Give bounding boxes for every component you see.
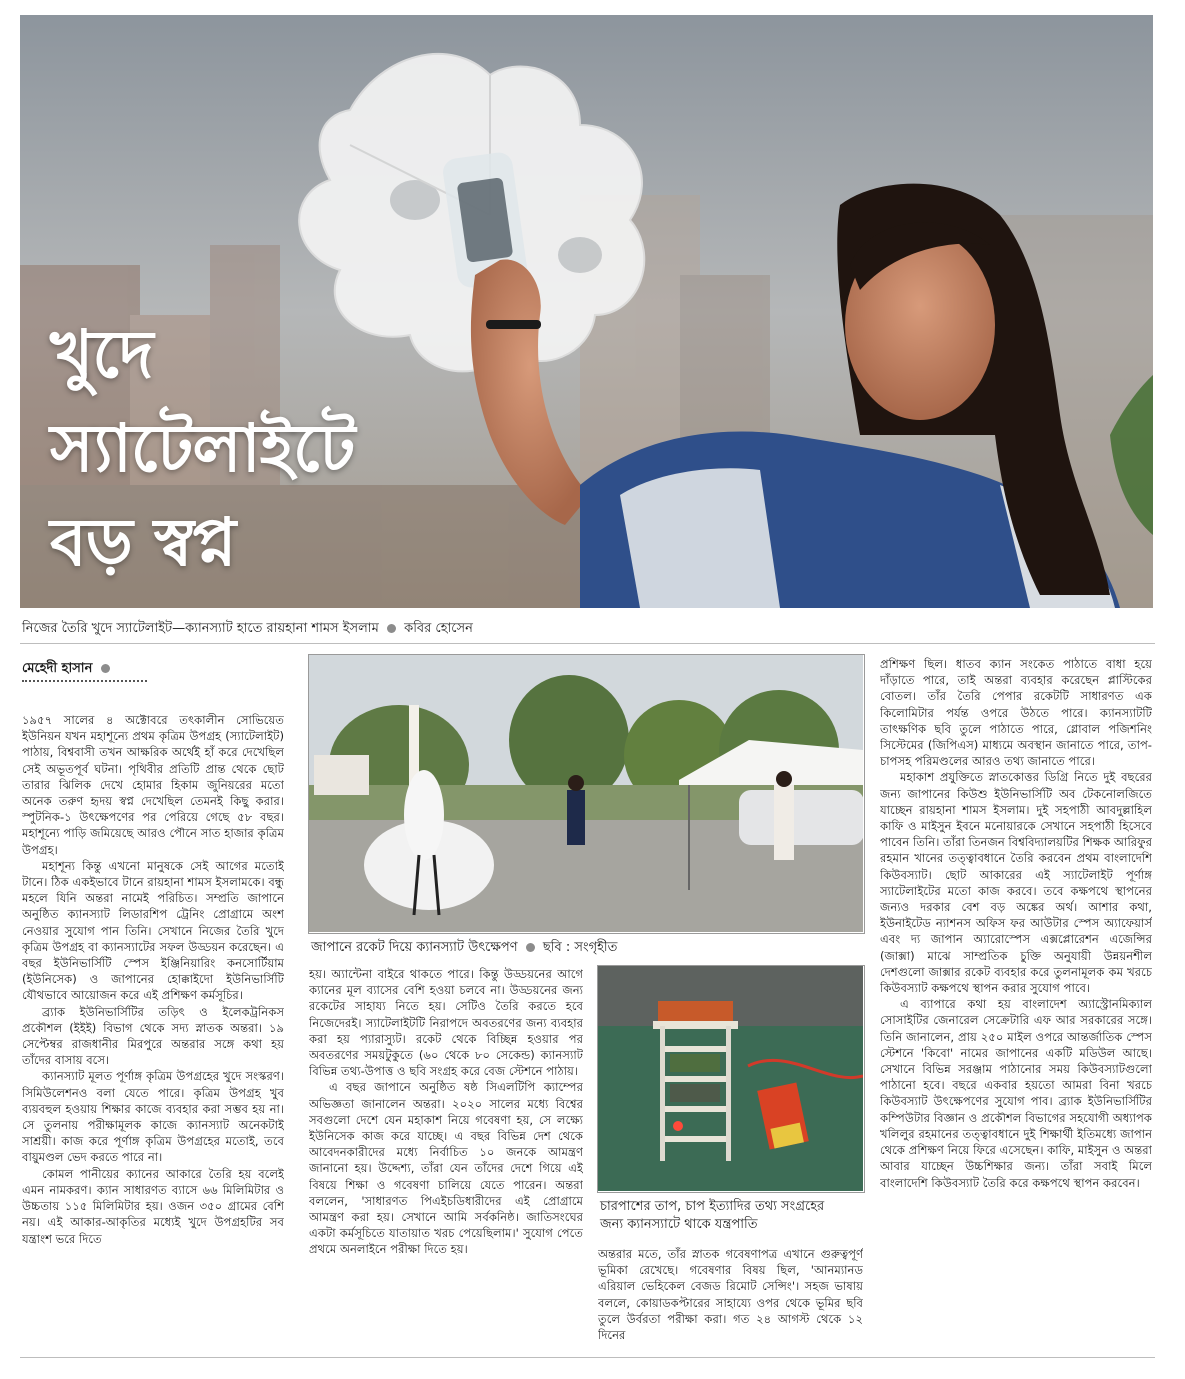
article-column-2 — [309, 966, 583, 1352]
rocket-photo-frame — [308, 654, 865, 934]
headline-line-3: বড় স্বপ্ন — [50, 503, 236, 581]
cansat-caption-line-2: জন্য ক্যানস্যাটে থাকে যন্ত্রপাতি — [600, 1217, 758, 1232]
paragraph: ১৯৫৭ সালের ৪ অক্টোবরে তৎকালীন সোভিয়েত ইউনিয়ন যখন মহাশূন্যে প্রথম কৃত্রিম উপগ্রহ (স্যাটেলাইট) পাঠায়, বিশ্ববাসী তখন আক্ষরিক অর্থেই হাঁ করে দেখেছিল সেই অভূতপূর্ব ঘটনা। পৃথিবীর প্রতিটি প্রান্ত থেকে ছোট তারার ঝিলিক দেখে হোমার হিকাম জুনিয়রের মতো অনেক তরুণ হৃদয় স্বপ্ন দেখেছিল তেমনই কিছু করার। স্পুটনিক-১ উৎক্ষেপণের পর পেরিয়ে গেছে ৫৮ বছর। মহাশূন্যে পাড়ি জমিয়েছে আরও পৌনে সাত হাজার কৃত্রিম উপগ্রহ। — [22, 713, 284, 857]
paragraph: অন্তরার মতে, তাঁর স্নাতক গবেষণাপত্র এখানে গুরুত্বপূর্ণ ভূমিকা রেখেছে। গবেষণার বিষয় ছিল, 'আনম্যানড এরিয়াল ভেহিকেল বেজড রিমোট সেন্সিং'। সহজ ভাষায় বললে, কোয়াডকপ্টারের সাহায্যে ওপর থেকে ভূমির ছবি তুলে উর্বরতা পরীক্ষা করা। গত ২৪ আগস্ট থেকে ১২ দিনের — [598, 1247, 863, 1343]
cansat-photo-frame — [597, 965, 865, 1193]
paragraph: মহাশূন্য কিন্তু এখনো মানুষকে সেই আগের মতোই টানে। ঠিক একইভাবে টানে রায়হানা শামস ইসলামকে। বন্ধু মহলে যিনি অন্তরা নামেই পরিচিত। সম্প্রতি জাপানে অনুষ্ঠিত ক্যানস্যাট লিডারশিপ ট্রেনিং প্রোগ্রামে অংশ নেওয়ার সুযোগ পান তিনি। সেখানে নিজের তৈরি খুদে কৃত্রিম উপগ্রহ বা ক্যানস্যাটের সফল উড্ডয়ন করেছেন। এ বছর ইউনিভার্সিটি স্পেস ইঞ্জিনিয়ারিং কনসোর্টিয়াম (ইউনিসেক) ও জাপানের হোক্কাইদো ইউনিভার্সিটি যৌথভাবে আয়োজন করে এই প্রশিক্ষণ কর্মসূচির। — [22, 858, 284, 1003]
headline-line-2: স্যাটেলাইটে — [50, 409, 355, 487]
article-column-4 — [880, 656, 1152, 1352]
cansat-caption-line-1: চারপাশের তাপ, চাপ ইত্যাদির তথ্য সংগ্রহের — [600, 1199, 825, 1214]
rocket-caption-text: জাপানে রকেট দিয়ে ক্যানস্যাট উৎক্ষেপণ — [311, 940, 518, 955]
bullet-dot-icon — [101, 664, 110, 673]
paragraph: ব্র্যাক ইউনিভার্সিটির তড়িৎ ও ইলেকট্রনিকস প্রকৌশল (ইইই) বিভাগ থেকে সদ্য স্নাতক অন্তরা। ১৯ সেপ্টেম্বর রাজধানীর মিরপুরে অন্তরার সঙ্গে কথা হয় তাঁদের বাসায় বসে। — [22, 1004, 284, 1068]
paragraph: প্রশিক্ষণ ছিল। ধাতব ক্যান সংকেত পাঠাতে বাধা হয়ে দাঁড়াতে পারে, তাই অন্তরা ব্যবহার করেছেন প্লাস্টিকের বোতল। তাঁর তৈরি পেপার রকেটটি সাধারণত এক কিলোমিটার পর্যন্ত ওপরে উঠতে পারে। ক্যানস্যাটটি তাৎক্ষণিক ছবি তুলে পাঠাতে পারে, গ্লোবাল পজিশনিং সিস্টেমের (জিপিএস) মাধ্যমে অবস্থান জানাতে পারে, তাপ-চাপসহ পরিমণ্ডলের আরও তথ্য জানাতে পারে। — [880, 657, 1152, 769]
main-caption-credit: কবির হোসেন — [404, 621, 473, 636]
headline-line-1: খুদে — [50, 315, 153, 393]
bottom-rule — [20, 1357, 1155, 1358]
paragraph: কোমল পানীয়ের ক্যানের আকারে তৈরি হয় বলেই এমন নামকরণ। ক্যান সাধারণত ব্যাসে ৬৬ মিলিমিটার ও উচ্চতায় ১১৫ মিলিমিটার হয়। ওজন ৩৫০ গ্রামের বেশি নয়। এই আকার-আকৃতির মধ্যেই খুদে উপগ্রহটির সব যন্ত্রাংশ ভরে দিতে — [22, 1166, 284, 1246]
byline-dotted-divider — [22, 680, 147, 682]
paragraph: এ বছর জাপানে অনুষ্ঠিত ষষ্ঠ সিএলটিপি ক্যাম্পের অভিজ্ঞতা জানালেন অন্তরা। ২০২০ সালের মধ্যে বিশ্বের সবগুলো দেশে যেন মহাকাশ নিয়ে গবেষণা হয়, সে লক্ষ্যে ইউনিসেক কাজ করে যাচ্ছে। এ বছর বিভিন্ন দেশ থেকে আবেদনকারীদের মধ্যে নির্বাচিত ১০ জনকে আমন্ত্রণ জানানো হয়। উদ্দেশ্য, তাঁরা যেন তাঁদের দেশে গিয়ে এই বিষয়ে শিক্ষা ও গবেষণা চালিয়ে যেতে পারেন। অন্তরা বললেন, 'সাধারণত পিএইচডিধারীদের এই প্রোগ্রামে আমন্ত্রণ করা হয়। সেখানে আমি সর্বকনিষ্ঠ। জাতিসংঘের একটা কর্মসূচিতে যাতায়াত খরচ পেয়েছিলাম।' সুযোগ পেতে প্রথমে অনলাইনে পরীক্ষা দিতে হয়। — [309, 1080, 583, 1257]
rocket-caption-credit: ছবি : সংগৃহীত — [542, 940, 618, 955]
bullet-dot-icon — [526, 943, 535, 952]
main-photo-caption — [22, 619, 473, 640]
rocket-photo-caption — [311, 938, 617, 959]
hero-photo — [20, 15, 1153, 608]
paragraph: ক্যানস্যাট মূলত পূর্ণাঙ্গ কৃত্রিম উপগ্রহের খুদে সংস্করণ। সিমিউলেশনও বলা যেতে পারে। কৃত্রিম উপগ্রহ খুব ব্যয়বহুল হওয়ায় শিক্ষার কাজে ব্যবহার করা সম্ভব হয় না। সে তুলনায় পরীক্ষামূলক কাজে ক্যানস্যাট অনেকটাই সাশ্রয়ী। কাজ করে পূর্ণাঙ্গ কৃত্রিম উপগ্রহের মতোই, তবে বায়ুমণ্ডল ভেদ করতে পারে না। — [22, 1069, 284, 1165]
main-caption-text: নিজের তৈরি খুদে স্যাটেলাইট—ক্যানস্যাট হাতে রায়হানা শামস ইসলাম — [22, 621, 379, 636]
paragraph: হয়। অ্যান্টেনা বাইরে থাকতে পারে। কিন্তু উড্ডয়নের আগে ক্যানের মূল ব্যাসের বেশি হওয়া চলবে না। উড্ডয়নের জন্য রকেটের সাহায্য নিতে হয়। সেটিও তৈরি করতে হবে নিজেদেরই। স্যাটেলাইটটি নিরাপদে অবতরণের জন্য ব্যবহার করা হয় প্যারাস্যুট। রকেট থেকে বিচ্ছিন্ন হওয়ার পর অবতরণের সময়টুকুতে (৬০ থেকে ৮০ সেকেন্ড) ক্যানস্যাট বিভিন্ন তথ্য-উপাত্ত ও ছবি সংগ্রহ করে বেজ স্টেশনে পাঠায়। — [309, 967, 583, 1079]
paragraph: মহাকাশ প্রযুক্তিতে স্নাতকোত্তর ডিগ্রি নিতে দুই বছরের জন্য জাপানের কিউশু ইউনিভার্সিটি অব টেকনোলজিতে যাচ্ছেন রায়হানা শামস ইসলাম। দুই সহপাঠী আবদুল্লাহিল কাফি ও মাইসুন ইবনে মনোয়ারকে সেখানে সহপাঠী হিসেবে পাবেন তিনি। তাঁরা তিনজন বিশ্ববিদ্যালয়টির শিক্ষক আরিফুর রহমান খানের তত্ত্বাবধানে তৈরি করবেন প্রথম বাংলাদেশি কিউবস্যাট। ছোট আকারের এই স্যাটেলাইট পূর্ণাঙ্গ স্যাটেলাইটের মতো কাজ করবে। তবে কক্ষপথে স্থাপনের জন্যও দরকার বেশ বড় অঙ্কের অর্থ। আশার কথা, ইউনাইটেড ন্যাশনস অফিস ফর আউটার স্পেস অ্যাফেয়ার্স এবং দ্য জাপান অ্যারোস্পেস এক্সপ্লোরেশন এজেন্সির (জাক্সা) মাঝে সাম্প্রতিক চুক্তি অনুযায়ী উন্নয়নশীল দেশগুলো জাক্সার রকেট ব্যবহার করে তুলনামূলক কম খরচে কিউবস্যাট কক্ষপথে স্থাপন করার সুযোগ পাবে। — [880, 770, 1152, 996]
article-column-3 — [598, 1246, 863, 1352]
paragraph: এ ব্যাপারে কথা হয় বাংলাদেশ অ্যাস্ট্রোনমিক্যাল সোসাইটির জেনারেল সেক্রেটারি এফ আর সরকারের সঙ্গে। তিনি জানালেন, প্রায় ২৫০ মাইল ওপরে আন্তর্জাতিক স্পেস স্টেশনে 'কিবো' নামের জাপানের একটি মডিউল আছে। সেখানে বিভিন্ন সরঞ্জাম পাঠানোর সময় কিউবস্যাটগুলো পাঠানো হবে। বছরে একবার হয়তো আমরা বিনা খরচে কিউবস্যাট উৎক্ষেপণের সুযোগ পাব। ব্র্যাক ইউনিভার্সিটির কম্পিউটার বিজ্ঞান ও প্রকৌশল বিভাগের সহযোগী অধ্যাপক খলিলুর রহমানের তত্ত্বাবধানে দুই শিক্ষার্থী ইতিমধ্যে জাপান থেকে প্রশিক্ষণ নিয়ে ফিরে এসেছেন। কাফি, মাইসুন ও অন্তরা আবার যাচ্ছেন উচ্চশিক্ষার জন্য। তাঁরা সবাই মিলে বাংলাদেশি কিউবস্যাট তৈরি করে কক্ষপথে স্থাপন করবেন। — [880, 997, 1152, 1190]
caption-divider — [20, 643, 1155, 644]
bullet-dot-icon — [387, 624, 396, 633]
cansat-photo-caption — [600, 1198, 824, 1234]
byline-author: মেহেদী হাসান — [22, 661, 93, 676]
article-column-1 — [22, 712, 284, 1352]
byline — [22, 659, 114, 680]
headline — [50, 307, 355, 589]
